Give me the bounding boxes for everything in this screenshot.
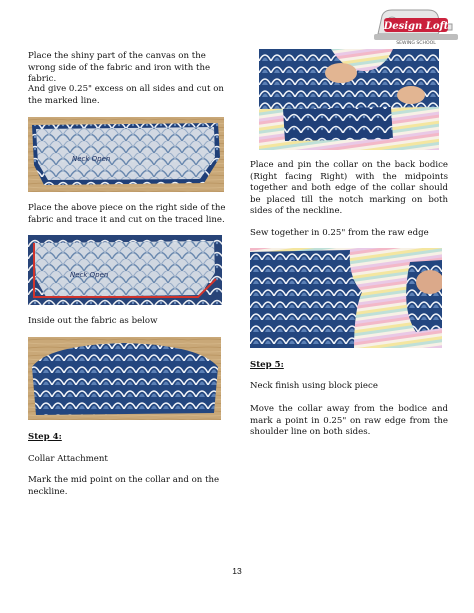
left-paragraph-2: And give 0.25" excess on all sides and cut on the marked line. <box>28 84 224 106</box>
logo-brand: Design Loft <box>383 21 449 32</box>
photo-collar-on-bodice <box>259 49 439 150</box>
step5-subtitle: Neck finish using block piece <box>250 381 378 391</box>
photo-canvas-on-fabric <box>28 117 224 192</box>
right-paragraph-1: Place and pin the collar on the back bodice (Right facing Right) with the midpoints together and both edge of the collar should be placed till the notch marking on both sides of the neckline. <box>250 160 448 217</box>
photo1-neck-open-label: Neck Open <box>72 155 111 163</box>
step4-subtitle: Collar Attachment <box>28 454 108 464</box>
design-loft-logo <box>368 4 464 46</box>
left-paragraph-4: Inside out the fabric as below <box>28 316 158 326</box>
left-paragraph-1: Place the shiny part of the canvas on the wrong side of the fabric and iron with the fabric. <box>28 51 211 85</box>
photo-traced-fabric <box>28 235 222 305</box>
logo-tagline: SEWING SCHOOL <box>396 41 436 46</box>
step5-heading: Step 5: <box>250 360 284 370</box>
right-paragraph-2: Sew together in 0.25" from the raw edge <box>250 228 429 238</box>
photo2-neck-open-label: Neck Open <box>70 271 109 279</box>
photo-inside-out-fabric <box>28 337 221 420</box>
photo-sewn-collar <box>250 248 442 348</box>
step4-heading: Step 4: <box>28 432 62 442</box>
left-paragraph-5: Mark the mid point on the collar and on the neckline. <box>28 475 220 497</box>
left-paragraph-3: Place the above piece on the right side of the fabric and trace it and cut on the traced line. <box>28 203 226 225</box>
page-number: 13 <box>232 566 242 576</box>
right-paragraph-3: Move the collar away from the bodice and mark a point in 0.25" on raw edge from the shoulder line on both sides. <box>250 404 448 438</box>
